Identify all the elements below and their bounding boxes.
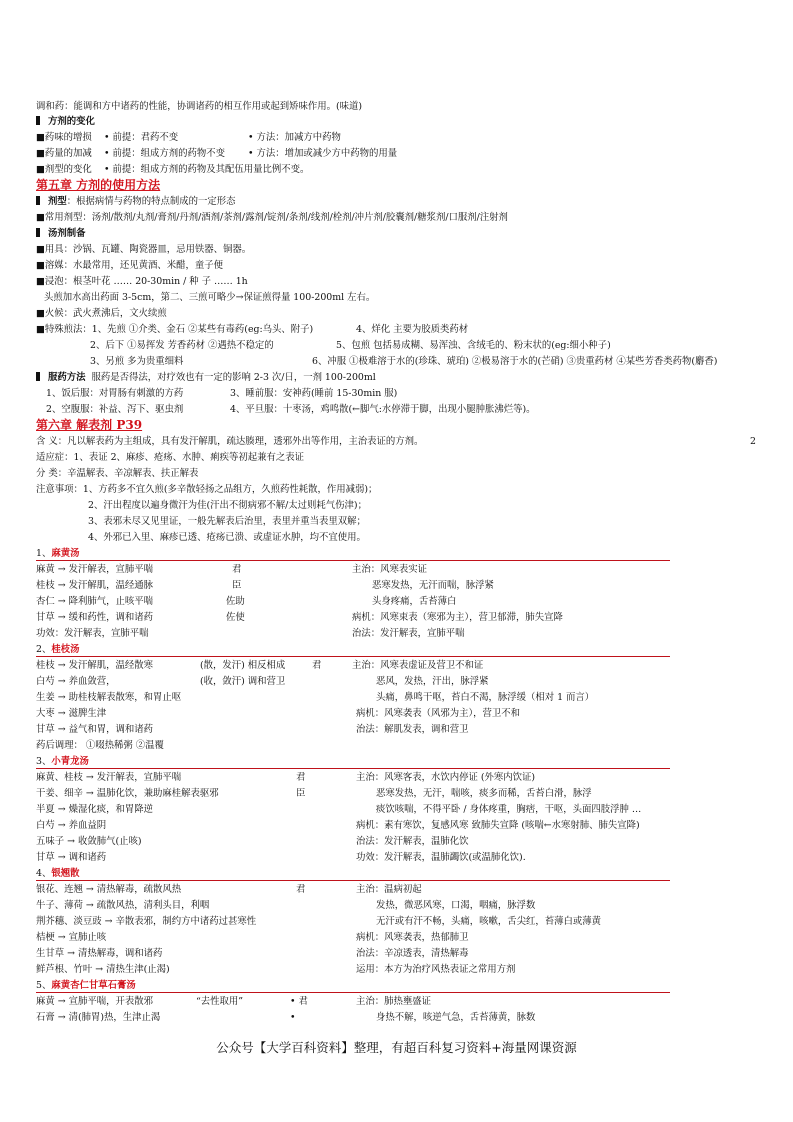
text-line: 药后调理： ①啜热稀粥 ②温覆 [36, 740, 164, 751]
text-line: 病机：素有寒饮，复感风寒 致肺失宣降 (咳喘←水寒射肺、肺失宣降) [356, 820, 640, 831]
text-line: 恶寒发热，无汗，喘咳，痰多而稀，舌苔白滑，脉浮 [376, 788, 592, 799]
text-line: 生甘草 → 清热解毒，调和诸药 [36, 948, 163, 959]
divider [36, 560, 670, 561]
section-heading [36, 228, 86, 240]
text-line: 含 义：凡以解表药为主组成，具有发汗解肌，疏达腠理，透邪外出等作用，主治表证的方剂。 [36, 436, 424, 447]
text-line: ■溶媒：水最常用，还见黄酒、米醋，童子便 [36, 260, 223, 271]
divider [36, 768, 670, 769]
text-line: 4、外邪已入里、麻疹已透、疮疡已溃、或虚证水肿，均不宜使用。 [88, 532, 366, 543]
text-line: 白芍 → 养血敛营， [36, 676, 116, 687]
text-line: ■用具：沙锅、瓦罐、陶瓷器皿，忌用铁器、铜器。 [36, 244, 252, 255]
text-line: 运用：本方为治疗风热表证之常用方剂 [356, 964, 516, 975]
text-line: ■药味的增损 [36, 132, 92, 143]
formula-title [36, 644, 79, 656]
text-line: 头痛，鼻鸣干呕，苔白不渴，脉浮缓（相对 1 而言） [376, 692, 595, 703]
text-line: (收，敛汗) 调和营卫 [200, 676, 286, 687]
text-line: 分 类：辛温解表、辛凉解表、扶正解表 [36, 468, 199, 479]
text-line: 牛子、薄荷 → 疏散风热，清利头目，利咽 [36, 900, 210, 911]
formula-name: 小青龙汤 [51, 756, 89, 767]
formula-number: 1、 [36, 548, 52, 559]
text-line: 病机：风寒袭表，热郁肺卫 [356, 932, 469, 943]
divider [36, 656, 670, 657]
text-line: 2、后下 ①易挥发 芳香药材 ②遇热不稳定的 [90, 340, 274, 351]
text-line: 半夏 → 燥湿化痰，和胃降逆 [36, 804, 153, 815]
text-line: 恶风，发热，汗出，脉浮紧 [376, 676, 489, 687]
text-line [36, 196, 236, 208]
text-line: 麻黄 → 宣肺平喘，开表散邪 [36, 996, 153, 1007]
text-line: 3、睡前服：安神药(睡前 15-30min 服) [230, 388, 398, 399]
text-line: 五味子 → 收敛肺气(止咳) [36, 836, 142, 847]
text-line: 6、冲服 ①极难溶于水的(珍珠、琥珀) ②极易溶于水的(芒硝) ③贵重药材 ④某些芳香类药物(麝香) [312, 356, 718, 367]
text-line: 3、表邪未尽又见里证，一般先解表后治里，表里并重当表里双解； [88, 516, 366, 527]
page-number: 2 [750, 436, 756, 447]
text-line: 银花、连翘 → 清热解毒，疏散风热 [36, 884, 182, 895]
bullet-marker [36, 228, 40, 237]
text-line: 白芍 → 养血益阴 [36, 820, 107, 831]
bullet-marker [36, 116, 40, 125]
text-line: 荆芥穗、淡豆豉 → 辛散表邪，制约方中诸药过甚寒性 [36, 916, 257, 927]
text-line: 生姜 → 助桂枝解表散寒，和胃止呕 [36, 692, 182, 703]
text-line: 臣 [232, 580, 242, 591]
text-line: 主治：风寒表实证 [352, 564, 428, 575]
text-line: 麻黄 → 发汗解表，宣肺平喘 [36, 564, 153, 575]
text-line: • 方法：增加或减少方中药物的用量 [248, 148, 398, 159]
chapter-title: 第五章 方剂的使用方法 [36, 178, 161, 192]
text-line: 臣 [296, 788, 306, 799]
text-line: ■浸泡：根茎叶花 …… 20-30min / 种 子 …… 1h [36, 276, 248, 287]
heading-label: 汤剂制备 [48, 228, 86, 239]
formula-number: 2、 [36, 644, 52, 655]
text-line: ■药量的加减 [36, 148, 92, 159]
text-line: 主治：肺热壅盛证 [356, 996, 432, 1007]
text-line: 甘草 → 缓和药性，调和诸药 [36, 612, 153, 623]
text-line: 头身疼痛，舌苔薄白 [372, 596, 457, 607]
text-line: 主治：风寒客表，水饮内停证 (外寒内饮证) [356, 772, 536, 783]
bullet-marker [36, 372, 40, 381]
text-line: 4、平旦服：十枣汤，鸡鸣散(←脚气:水停滞于脚，出现小腿肿胀沸烂等)。 [230, 404, 536, 415]
text-line: 治法：发汗解表，温肺化饮 [356, 836, 469, 847]
text-line: • 前提：组成方剂的药物及其配伍用量比例不变。 [104, 164, 310, 175]
formula-number: 5、 [36, 980, 52, 991]
text-line: ■剂型的变化 [36, 164, 92, 175]
text-line: 君 [296, 772, 306, 783]
text-line: • 君 [290, 996, 308, 1007]
heading-label: 剂型 [48, 196, 67, 207]
text-line [36, 372, 376, 384]
text-line: • 方法：加减方中药物 [248, 132, 341, 143]
text-line: 2、汗出程度以遍身微汗为佳(汗出不彻病邪不解/太过则耗气伤津)； [88, 500, 367, 511]
text-line: 主治：温病初起 [356, 884, 422, 895]
text-line: 发热，微恶风寒，口渴，咽痛，脉浮数 [376, 900, 536, 911]
text-line: 主治：风寒表虚证及营卫不和证 [352, 660, 484, 671]
text-line: 甘草 → 益气和胃，调和诸药 [36, 724, 153, 735]
text-line: 治法：发汗解表，宣肺平喘 [352, 628, 465, 639]
text-line: 桂枝 → 发汗解肌，温经散寒 [36, 660, 153, 671]
text-line: 痰饮咳喘，不得平卧 / 身体疼重，胸痞，干呕，头面四肢浮肿 … [376, 804, 642, 815]
text-line: 适应症：1、表证 2、麻疹、疮疡、水肿、痢疾等初起兼有之表证 [36, 452, 305, 463]
text-line: 干姜、细辛 → 温肺化饮，兼助麻桂解表驱邪 [36, 788, 219, 799]
heading-label: 服药方法 [48, 372, 86, 383]
text-line: • 前提：君药不变 [104, 132, 179, 143]
text-line: 头煎加水高出药面 3-5cm，第二、三煎可略少→保证煎得量 100-200ml 左右。 [44, 292, 376, 303]
text-line: “去性取用” [196, 996, 244, 1007]
footer-note: 公众号【大学百科资料】整理，有超百科复习资料+海量网课资源 [216, 1040, 577, 1055]
formula-title [36, 756, 89, 768]
text-line: 君 [232, 564, 242, 575]
text-line: 杏仁 → 降利肺气，止咳平喘 [36, 596, 153, 607]
text-line: 注意事项：1、方药多不宜久煎(多辛散轻扬之品组方，久煎药性耗散，作用减弱)； [36, 484, 378, 495]
text-line: 石膏 → 清(肺胃)热，生津止渴 [36, 1012, 161, 1023]
text-line: 桔梗 → 宣肺止咳 [36, 932, 107, 943]
formula-title [36, 868, 79, 880]
formula-name: 桂枝汤 [51, 644, 80, 655]
text-line: 佐使 [226, 612, 245, 623]
text-line: 4、烊化 主要为胶质类药材 [356, 324, 469, 335]
text-line: 功效：发汗解表，温肺蠲饮(或温肺化饮). [356, 852, 526, 863]
text-line: 1、饭后服：对胃肠有刺激的方药 [46, 388, 184, 399]
text-line: 身热不解，咳逆气急，舌苔薄黄，脉数 [376, 1012, 536, 1023]
text-line: 2、空腹服：补益、泻下、驱虫剂 [46, 404, 184, 415]
formula-number: 4、 [36, 868, 52, 879]
text-line: 鲜芦根、竹叶 → 清热生津(止渴) [36, 964, 170, 975]
text-span: ：根据病情与药物的特点制成的一定形态 [66, 196, 236, 207]
text-line: 佐助 [226, 596, 245, 607]
text-line: 君 [312, 660, 322, 671]
text-line: 3、另煎 多为贵重细料 [90, 356, 184, 367]
text-line: • [290, 1012, 296, 1023]
text-line: 麻黄、桂枝 → 发汗解表，宣肺平喘 [36, 772, 182, 783]
text-line: 桂枝 → 发汗解肌，温经通脉 [36, 580, 153, 591]
text-line: 病机：风寒束表（寒邪为主），营卫郁滞，肺失宣降 [352, 612, 563, 623]
text-line: 君 [296, 884, 306, 895]
text-line: 治法：解肌发表，调和营卫 [356, 724, 469, 735]
text-line: 甘草 → 调和诸药 [36, 852, 107, 863]
text-line: 治法：辛凉透表，清热解毒 [356, 948, 469, 959]
text-line: ■常用剂型：汤剂/散剂/丸剂/膏剂/丹剂/酒剂/茶剂/露剂/锭剂/条剂/线剂/栓剂/冲片剂/胶囊剂/糖浆剂/口服剂/注射剂 [36, 212, 508, 223]
text-line: 无汗或有汗不畅，头痛，咳嗽，舌尖红，苔薄白或薄黄 [376, 916, 602, 927]
text-line: 病机：风寒袭表（风邪为主），营卫不和 [356, 708, 521, 719]
formula-name: 麻黄杏仁甘草石膏汤 [51, 980, 136, 991]
bullet-marker [36, 196, 40, 205]
formula-name: 银翘散 [51, 868, 80, 879]
text-span: 服药是否得法，对疗效也有一定的影响 2-3 次/日，一剂 100-200ml [91, 372, 376, 383]
divider [36, 992, 670, 993]
divider [36, 880, 670, 881]
text-line: 恶寒发热，无汗而喘，脉浮紧 [372, 580, 494, 591]
text-line: 功效：发汗解表，宣肺平喘 [36, 628, 149, 639]
chapter-title: 第六章 解表剂 P39 [36, 418, 143, 432]
formula-title [36, 548, 79, 560]
text-line: • 前提：组成方剂的药物不变 [104, 148, 226, 159]
section-heading [36, 116, 95, 128]
text-line: 5、包煎 包括易成糊、易浑浊、含绒毛的、粉末状的(eg:细小种子) [336, 340, 611, 351]
text-line: (散，发汗) 相反相成 [200, 660, 286, 671]
text-line: ■火候：武火煮沸后，文火续煎 [36, 308, 167, 319]
formula-title [36, 980, 136, 992]
text-line: 调和药：能调和方中诸药的性能，协调诸药的相互作用或起到矫味作用。(味道) [36, 101, 363, 112]
formula-name: 麻黄汤 [51, 548, 80, 559]
text-line: ■特殊煎法：1、先煎 ①介类、金石 ②某些有毒药(eg:乌头、附子) [36, 324, 314, 335]
heading-label: 方剂的变化 [48, 116, 95, 127]
text-line: 大枣 → 滋脾生津 [36, 708, 107, 719]
formula-number: 3、 [36, 756, 52, 767]
